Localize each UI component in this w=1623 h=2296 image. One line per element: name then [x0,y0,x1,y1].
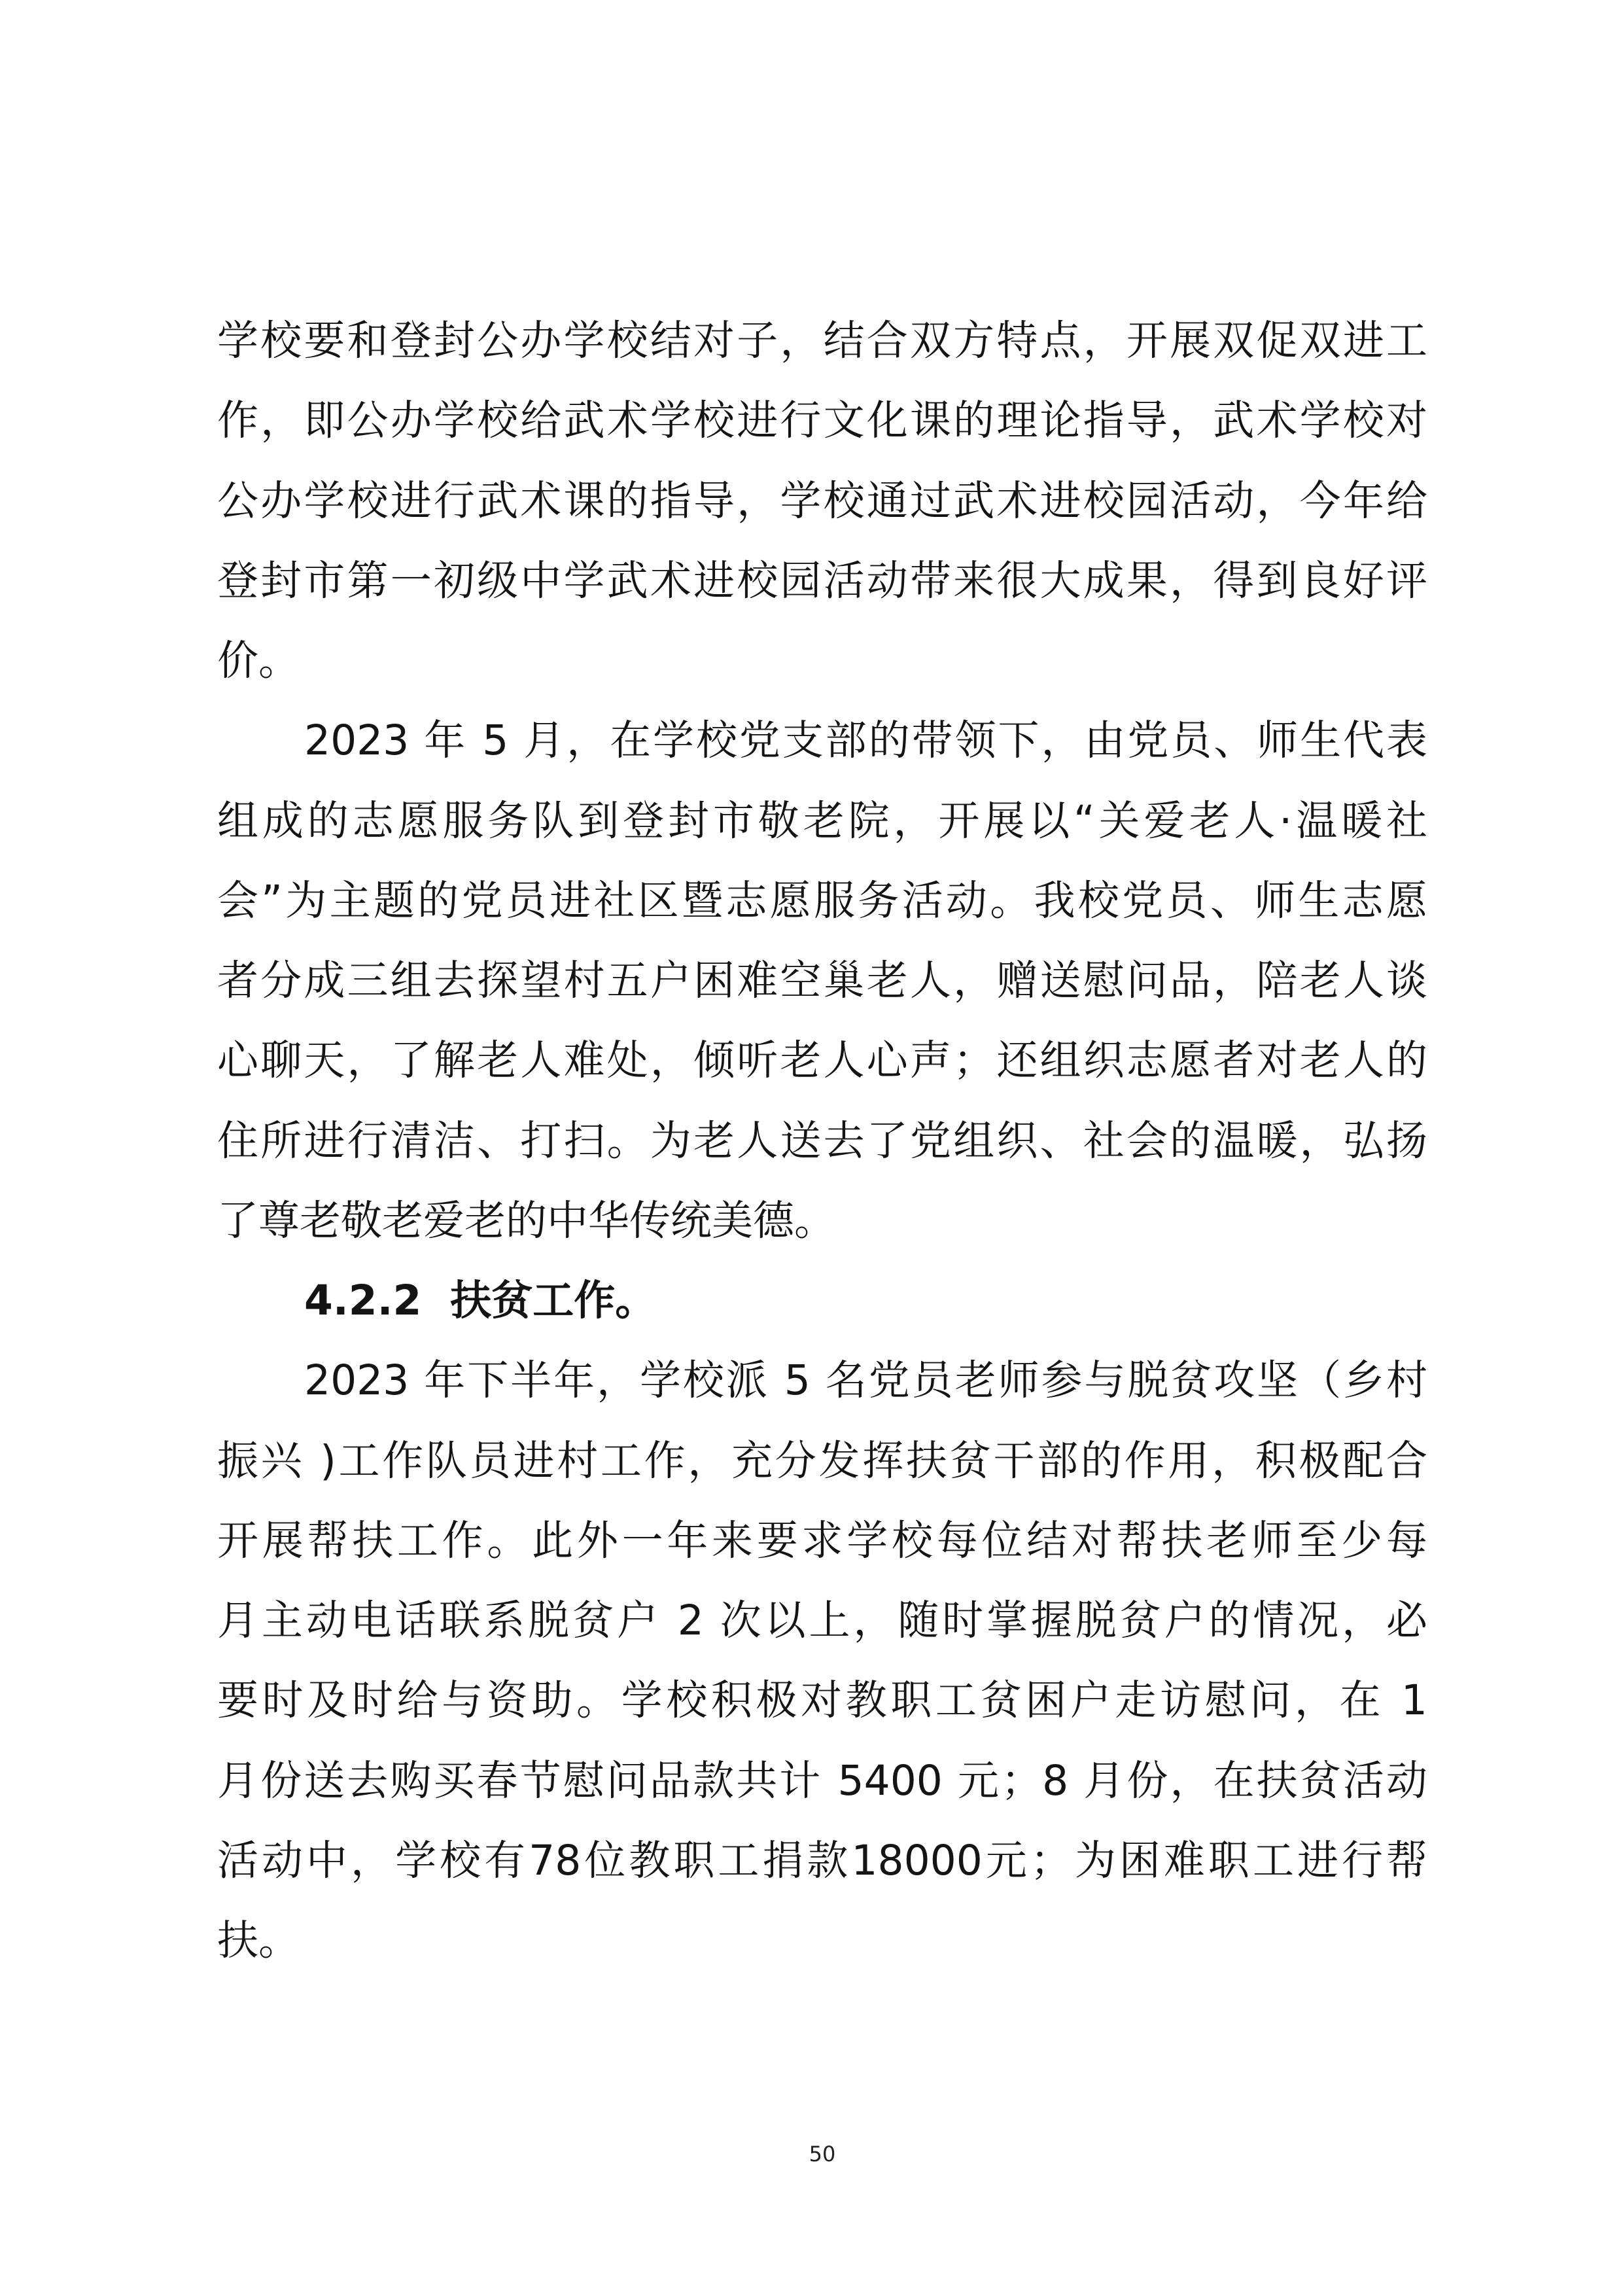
text-line: 了尊老敬老爱老的中华传统美德。 [217,1196,835,1245]
section-heading: 4.2.2 扶贫工作。 [304,1277,657,1324]
text-line: 公办学校进行武术课的指导，学校通过武术进校园活动，今年给 [217,476,1427,525]
text-line: 者分成三组去探望村五户困难空巢老人，赠送慰问品，陪老人谈 [217,957,1427,1004]
paragraph-3 [217,1341,1427,1981]
text-line: 学校要和登封公办学校结对子，结合双方特点，开展双促双进工 [217,317,1427,364]
text-line: 活动中，学校有78位教职工捐款18000元；为困难职工进行帮 [217,1836,1427,1884]
paragraph-2 [217,701,1427,1261]
text-line: 扶。 [217,1916,300,1964]
text-line: 价。 [217,637,300,684]
page-number: 50 [809,2142,836,2166]
text-line: 作，即公办学校给武术学校进行文化课的理论指导，武术学校对 [217,397,1427,445]
text-line: 组成的志愿服务队到登封市敬老院，开展以“关爱老人·温暖社 [217,796,1427,845]
text-line: 开展帮扶工作。此外一年来要求学校每位结对帮扶老师至少每 [217,1516,1427,1564]
document-body [217,301,1427,1981]
text-line: 要时及时给与资助。学校积极对教职工贫困户走访慰问，在 1 [217,1676,1427,1725]
text-line: 2023 年下半年，学校派 5 名党员老师参与脱贫攻坚（乡村 [304,1356,1427,1405]
text-line: 振兴 )工作队员进村工作，充分发挥扶贫干部的作用，积极配合 [217,1436,1427,1485]
text-line: 住所进行清洁、打扫。为老人送去了党组织、社会的温暖，弘扬 [217,1116,1427,1165]
text-line: 月份送去购买春节慰问品款共计 5400 元；8 月份，在扶贫活动 [217,1756,1427,1805]
text-line: 2023 年 5 月，在学校党支部的带领下，由党员、师生代表 [304,716,1427,765]
text-line: 月主动电话联系脱贫户 2 次以上，随时掌握脱贫户的情况，必 [217,1597,1427,1644]
text-line: 会”为主题的党员进社区暨志愿服务活动。我校党员、师生志愿 [217,876,1427,925]
paragraph-1 [217,301,1427,701]
text-line: 心聊天，了解老人难处，倾听老人心声；还组织志愿者对老人的 [217,1036,1427,1085]
text-line: 登封市第一初级中学武术进校园活动带来很大成果，得到良好评 [217,556,1427,605]
